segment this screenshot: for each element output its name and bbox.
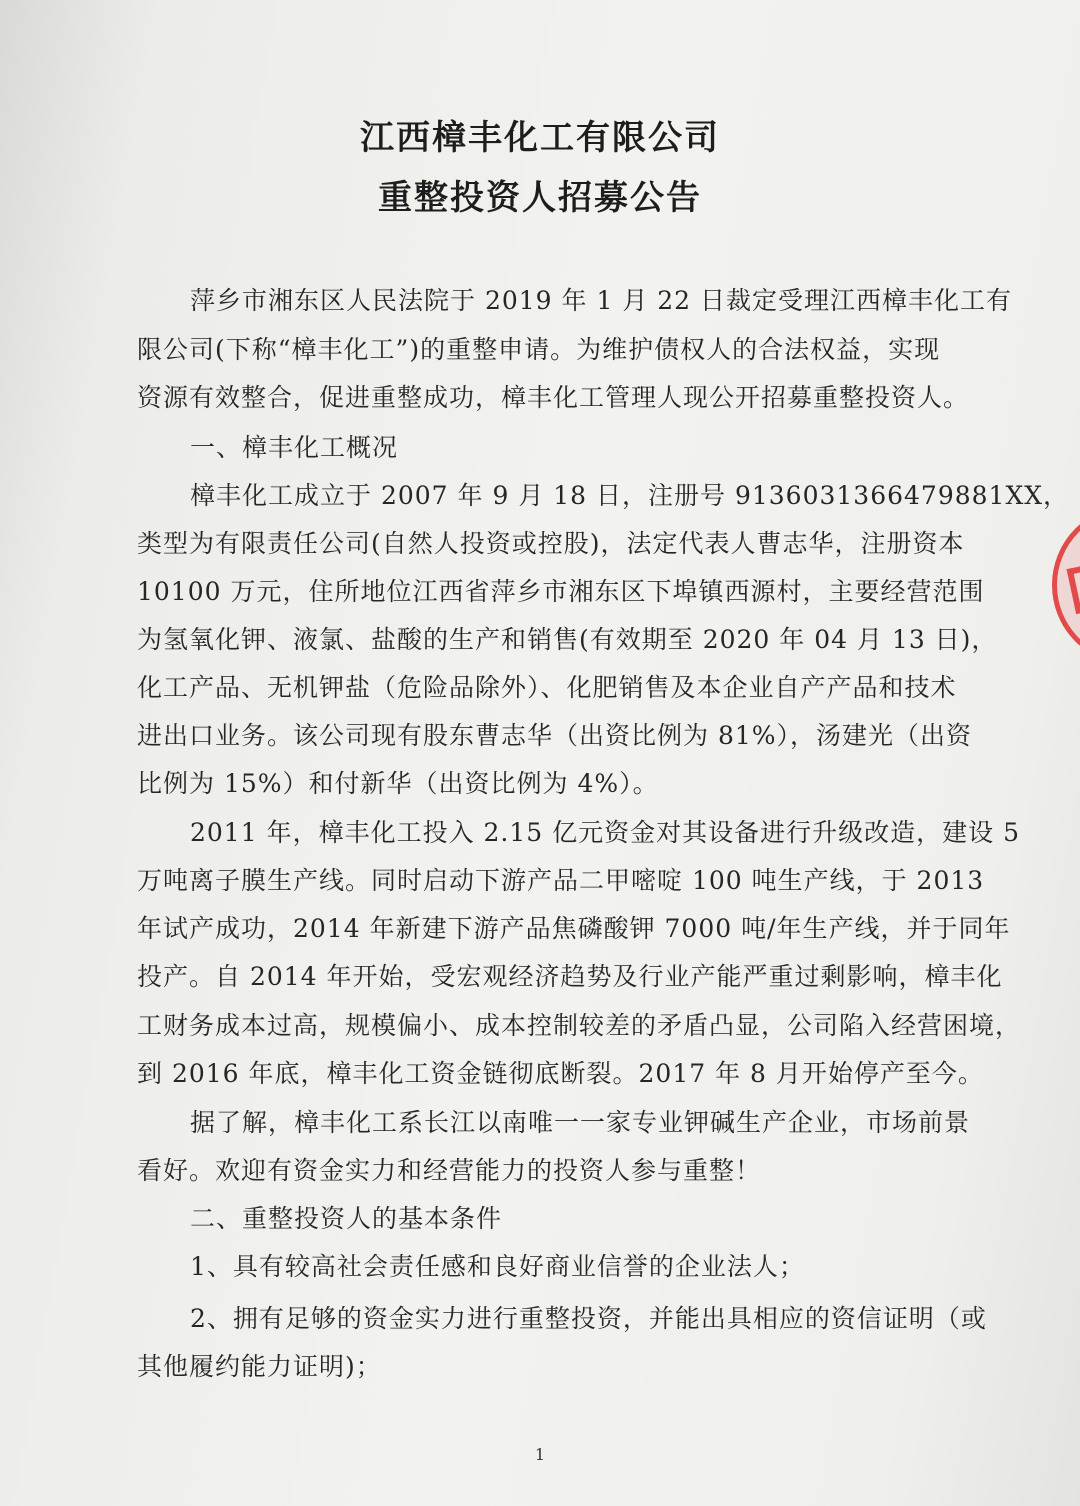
text-line: 投产。自 2014 年开始，受宏观经济趋势及行业产能严重过剩影响，樟丰化: [137, 962, 1003, 991]
text-line: 萍乡市湘东区人民法院于 2019 年 1 月 22 日裁定受理江西樟丰化工有: [190, 286, 1013, 315]
text-line: 樟丰化工成立于 2007 年 9 月 18 日，注册号 9136031366479881XX，: [190, 481, 1070, 510]
text-line: 10100 万元，住所地位江西省萍乡市湘东区下埠镇西源村，主要经营范围: [137, 577, 985, 606]
text-line: 资源有效整合，促进重整成功，樟丰化工管理人现公开招募重整投资人。: [137, 383, 970, 412]
section-heading: 一、樟丰化工概况: [190, 433, 399, 462]
list-item: 1、具有较高社会责任感和良好商业信誉的企业法人；: [190, 1252, 805, 1281]
text-line: 到 2016 年底，樟丰化工资金链彻底断裂。2017 年 8 月开始停产至今。: [137, 1059, 984, 1088]
text-line: 化工产品、无机钾盐（危险品除外）、化肥销售及本企业自产产品和技术: [137, 673, 957, 702]
text-line: 看好。欢迎有资金实力和经营能力的投资人参与重整！: [137, 1156, 762, 1185]
text-line: 为氢氧化钾、液氯、盐酸的生产和销售(有效期至 2020 年 04 月 13 日)，: [137, 625, 998, 654]
text-line: 其他履约能力证明)；: [137, 1352, 382, 1381]
list-item: 2、拥有足够的资金实力进行重整投资，并能出具相应的资信证明（或: [190, 1304, 987, 1333]
document-title-line1: 江西樟丰化工有限公司: [360, 118, 720, 158]
text-line: 万吨离子膜生产线。同时启动下游产品二甲嘧啶 100 吨生产线，于 2013: [137, 866, 985, 895]
document-title-line2: 重整投资人招募公告: [378, 178, 702, 218]
text-line: 年试产成功，2014 年新建下游产品焦磷酸钾 7000 吨/年生产线，并于同年: [137, 914, 1011, 943]
red-seal-stamp: [1052, 505, 1080, 665]
text-line: 限公司(下称“樟丰化工”)的重整申请。为维护债权人的合法权益，实现: [137, 335, 941, 364]
text-line: 进出口业务。该公司现有股东曹志华（出资比例为 81%），汤建光（出资: [137, 721, 973, 750]
text-line: 据了解，樟丰化工系长江以南唯一一家专业钾碱生产企业，市场前景: [190, 1108, 971, 1137]
page-number: 1: [534, 1445, 546, 1464]
text-line: 2011 年，樟丰化工投入 2.15 亿元资金对其设备进行升级改造，建设 5: [190, 818, 1020, 847]
text-line: 工财务成本过高，规模偏小、成本控制较差的矛盾凸显，公司陷入经营困境，: [137, 1011, 1022, 1040]
section-heading: 二、重整投资人的基本条件: [190, 1204, 503, 1233]
text-line: 比例为 15%）和付新华（出资比例为 4%）。: [137, 769, 659, 798]
text-line: 类型为有限责任公司(自然人投资或控股)，法定代表人曹志华，注册资本: [137, 529, 965, 558]
seal-character-mark: [1067, 562, 1080, 614]
